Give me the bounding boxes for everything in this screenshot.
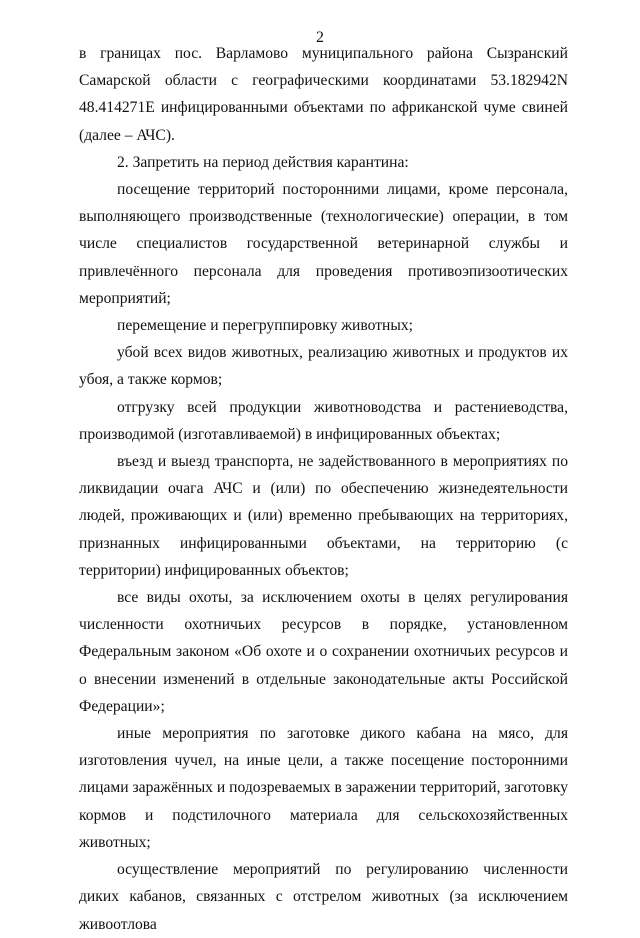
paragraph-animal-movement: перемещение и перегруппировку животных;: [117, 317, 413, 335]
paragraph-wild-boar-harvesting: иные мероприятия по заготовке дикого кабана на мясо, для изготовления чучел, на иные цели, а также посещение посторонними лицами заражённых и подозреваемых в заражении территорий, заготовку кормов и подстилочного материала для сельскохозяйственных животных;: [79, 725, 568, 851]
paragraph-boar-population-control: осуществление мероприятий по регулированию численности диких кабанов, связанных с отстрелом животных (за исключением живоотлова: [79, 861, 568, 933]
document-body: [79, 40, 568, 938]
paragraph-visiting-territories: посещение территорий посторонними лицами, кроме персонала, выполняющего производственные (технологические) операции, в том числе специалистов государственной ветеринарной службы и привлечённого персонала для проведения противоэпизоотических мероприятий;: [79, 181, 568, 307]
paragraph-transport-entry-exit: въезд и выезд транспорта, не задействованного в мероприятиях по ликвидации очага АЧС и (или) по обеспечению жизнедеятельности людей, проживающих и (или) временно пребывающих на территориях, признанных инфицированными объектами, на территорию (с территории) инфицированных объектов;: [79, 453, 568, 579]
paragraph-product-shipment: отгрузку всей продукции животноводства и растениеводства, производимой (изготавливаемой) в инфицированных объектах;: [79, 398, 568, 443]
page-number: 2: [316, 29, 324, 46]
paragraph-hunting: все виды охоты, за исключением охоты в целях регулирования численности охотничьих ресурсов в порядке, установленном Федеральным законом «Об охоте и о сохранении охотничьих ресурсов и о внесении изменений в отдельные законодательные акты Российской Федерации»;: [79, 589, 568, 715]
paragraph-slaughter-sale: убой всех видов животных, реализацию животных и продуктов их убоя, а также кормов;: [79, 344, 568, 389]
paragraph-location-continuation: в границах пос. Варламово муниципального района Сызранский Самарской области с географическими координатами 53.182942N 48.414271E инфицированными объектами по африканской чуме свиней (далее – АЧС).: [79, 45, 568, 144]
paragraph-quarantine-prohibitions-heading: 2. Запретить на период действия карантина:: [117, 153, 409, 171]
